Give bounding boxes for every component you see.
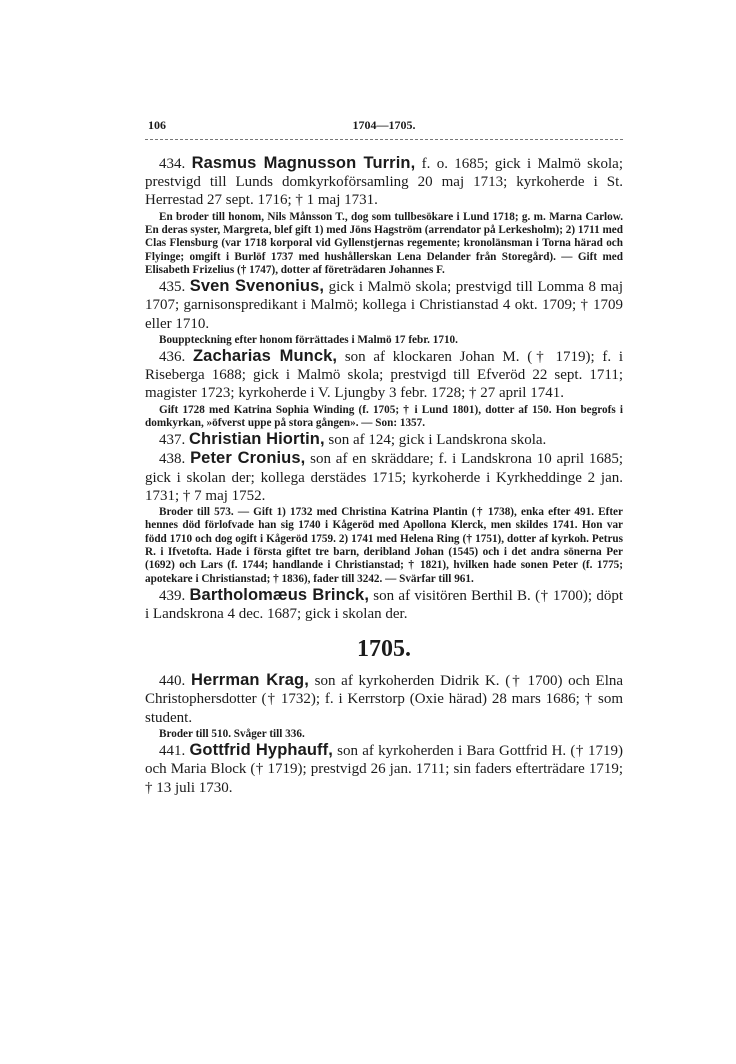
entry-text: son af kyrkoherden i Bara Gottfrid H. († 1719) och Maria Block († 1719); prestvigd 26 jan. 1711; sin faders efterträdare 1719; † 13 juli 1730. bbox=[145, 743, 624, 796]
entry-number: 440. bbox=[159, 673, 186, 690]
entry-number: 437. bbox=[159, 432, 186, 449]
entry-number: 436. bbox=[159, 349, 186, 365]
entry-text: son af klockaren Johan M. († 1719); f. i Riseberga 1688; gick i Malmö skola; prestvigd till Efveröd 22 sept. 1711; magister 1723; kyrkoherde i V. Ljungby 3 febr. 1728; † 27 april 1741. bbox=[145, 349, 624, 402]
biography-entry bbox=[145, 586, 623, 623]
entry-note: Broder till 510. Svåger till 336. bbox=[159, 727, 305, 740]
entry-name: Zacharias Munck, bbox=[193, 347, 338, 365]
entry-note: Gift 1728 med Katrina Sophia Winding (f. 1705; † i Lund 1801), dotter af 150. Hon begrofs i domkyrkan, »öfverst uppe på stora gången». — Son: 1357. bbox=[145, 403, 623, 429]
entry-text-block bbox=[145, 347, 623, 403]
entry-text-block bbox=[145, 449, 623, 505]
biography-entry bbox=[145, 671, 623, 741]
entry-number: 435. bbox=[159, 279, 186, 296]
entry-text: f. o. 1685; gick i Malmö skola; prestvigd till Lunds domkyrkoförsamling 20 maj 1713; kyrkoherde i St. Herrestad 27 sept. 1716; † 1 maj 1731. bbox=[145, 156, 624, 209]
entry-text: gick i Malmö skola; prestvigd till Lomma 8 maj 1707; garnisonspredikant i Malmö; kollega i Christianstad 4 okt. 1709; † 1709 eller 1710. bbox=[145, 279, 624, 332]
page-body bbox=[145, 154, 623, 797]
entry-text-block bbox=[145, 154, 623, 210]
running-head: 1704—1705. bbox=[352, 118, 416, 132]
entry-text: son af visitören Berthil B. († 1700); döpt i Landskrona 4 dec. 1687; gick i skolan der. bbox=[145, 587, 624, 622]
biography-entry bbox=[145, 741, 623, 797]
biography-entry bbox=[145, 430, 623, 449]
header-rule bbox=[145, 139, 623, 140]
entry-number: 439. bbox=[159, 587, 186, 604]
page-number: 106 bbox=[148, 118, 166, 132]
entry-number: 438. bbox=[159, 451, 186, 468]
page bbox=[145, 118, 623, 797]
page-header bbox=[145, 118, 623, 136]
biography-entry bbox=[145, 277, 623, 347]
year-heading: 1705. bbox=[357, 636, 411, 663]
entry-text-block bbox=[145, 671, 623, 727]
entry-text-block bbox=[145, 277, 623, 333]
entry-text-block bbox=[145, 741, 623, 797]
entry-text-block bbox=[145, 586, 623, 623]
entry-note: En broder till honom, Nils Månsson T., dog som tullbesökare i Lund 1718; g. m. Marna Carlow. En deras syster, Margreta, blef gift 1) med Jöns Hagström (arrendator på Lerkesholm); 2) 1711 med Clas Flensburg (var 1718 korporal vid Gyllenstjernas regemente; kronolänsman i Torna härad och Flyinge; omgift i Burlöf 1737 med hushållerskan Lena Delander från Storegård). — Gift med Elisabeth Frizelius († 1747), dotter af företrädaren Johannes F. bbox=[145, 210, 623, 276]
entry-number: 441. bbox=[159, 743, 186, 760]
entry-name: Gottfrid Hyphauff, bbox=[189, 741, 333, 760]
entry-note: Bouppteckning efter honom förrättades i Malmö 17 febr. 1710. bbox=[159, 333, 458, 346]
entry-text: son af en skräddare; f. i Landskrona 10 april 1685; gick i skolan der; kollega derstädes 1715; kyrkoherde i Kyrkheddinge 2 jan. 1731; † 7 maj 1752. bbox=[145, 451, 624, 504]
entry-text-block bbox=[145, 430, 623, 449]
entry-name: Christian Hiortin, bbox=[189, 430, 325, 449]
entry-text: son af 124; gick i Landskrona skola. bbox=[328, 432, 547, 449]
entries-1705 bbox=[145, 671, 623, 797]
biography-entry bbox=[145, 347, 623, 430]
entry-name: Bartholomæus Brinck, bbox=[189, 585, 370, 604]
biography-entry bbox=[145, 449, 623, 585]
entry-name: Sven Svenonius, bbox=[189, 277, 325, 296]
entry-name: Peter Cronius, bbox=[190, 449, 306, 468]
entry-name: Rasmus Magnusson Turrin, bbox=[191, 154, 416, 172]
entries-1704 bbox=[145, 154, 623, 623]
entry-note: Broder till 573. — Gift 1) 1732 med Christina Katrina Plantin († 1738), enka efter 491. Efter hennes död förlofvade han sig 1740 i Kågeröd med Apollona Klerck, men skildes 1741. Hon var född 1710 och dog ogift i Kågeröd 1759. 2) 1741 med Helena Ring († 1751), dotter af kyrkoh. Petrus R. i Ifvetofta. Hade i första giftet tre barn, deribland Johan (1545) och i det andra sönerna Per (1692) och Lars (f. 1744; handlande i Christianstad; † 1821), hvilken hade sonen Peter (f. 1775; apotekare i Christianstad; † 1836), fader till 3242. — Svärfar till 961. bbox=[145, 506, 623, 585]
entry-name: Herrman Krag, bbox=[190, 671, 309, 690]
entry-text: son af kyrkoherden Didrik K. († 1700) och Elna Christophersdotter († 1732); f. i Kerrstorp (Oxie härad) 28 mars 1686; † som student. bbox=[145, 673, 624, 726]
biography-entry bbox=[145, 154, 623, 277]
entry-number: 434. bbox=[159, 156, 186, 172]
